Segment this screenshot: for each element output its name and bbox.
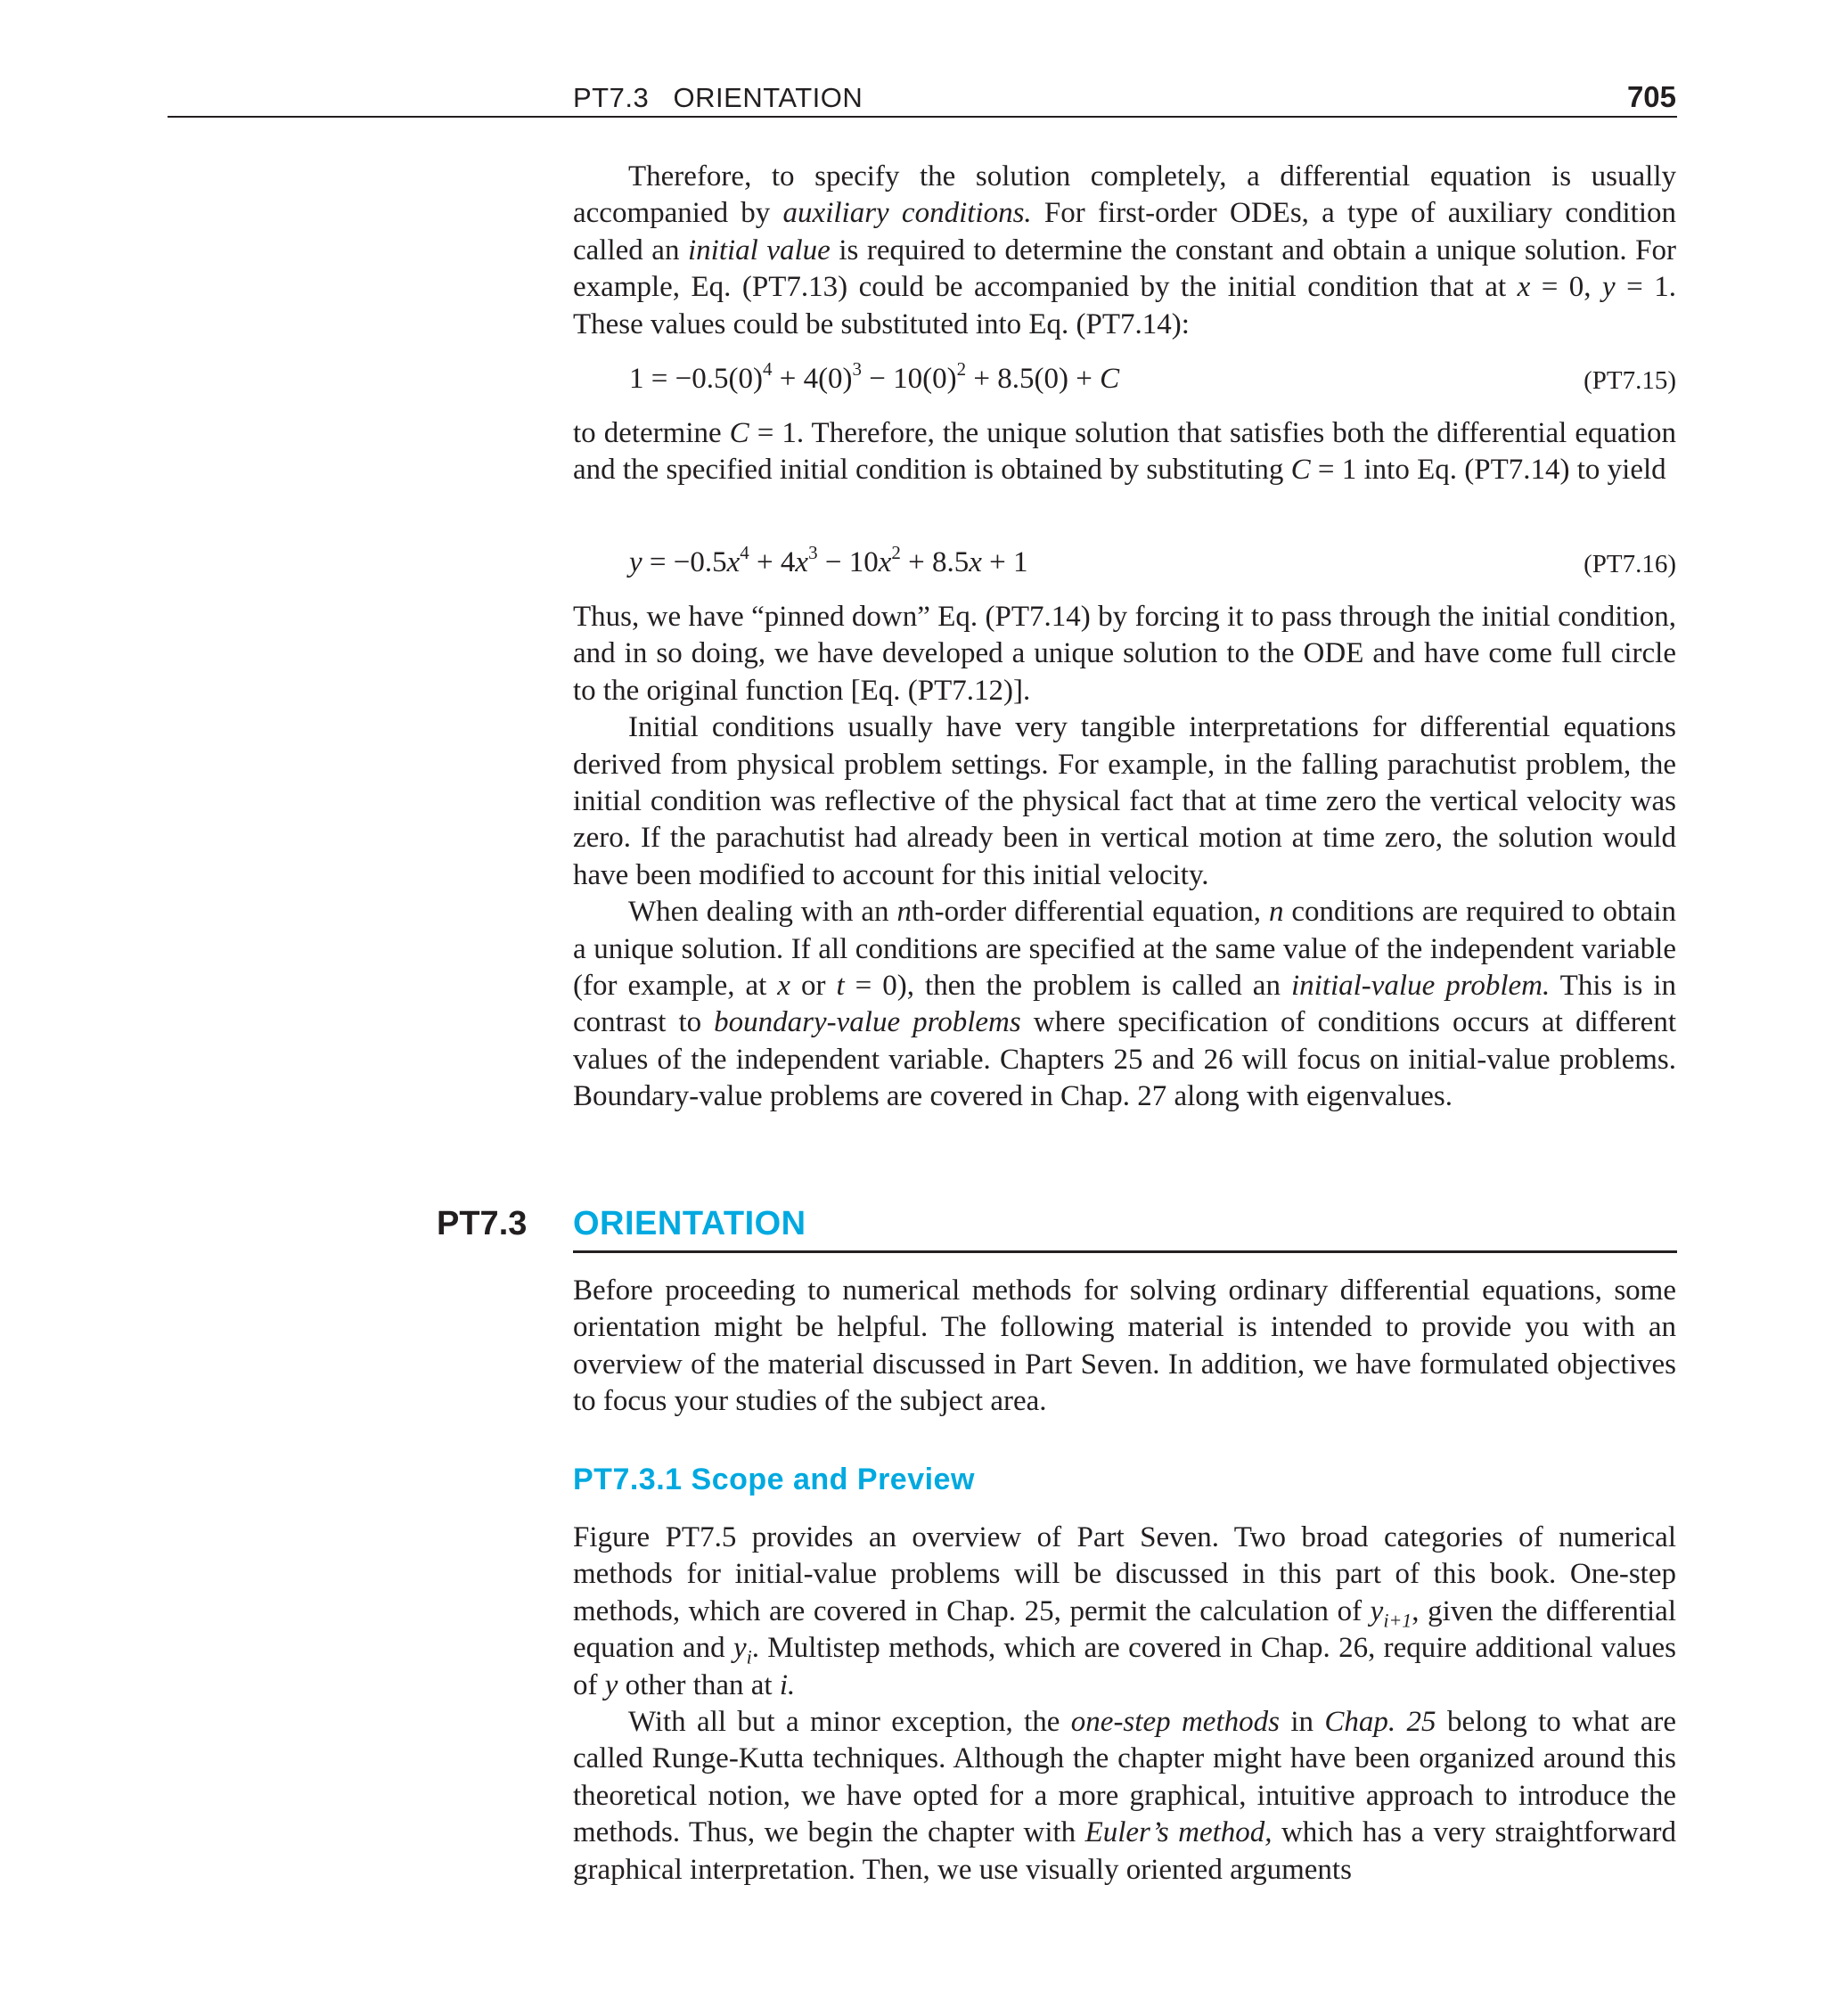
paragraph-auxiliary-conditions (573, 159, 1676, 343)
paragraph-group-scope (573, 1520, 1676, 1889)
var-c: C (729, 417, 749, 449)
page-number: 705 (1626, 80, 1676, 113)
var-x: x (1517, 271, 1531, 304)
equation-body: $y = -0.5x^4 + 4x^3 - 10x^2 + 8.5x + 1$ (629, 542, 1028, 578)
text-run: Therefore, to specify the solution completely, a differential equation is usually accompanied by (573, 160, 1676, 230)
equation-number: (PT7.16) (1584, 550, 1676, 578)
term-chapter-ref: Chap. 25 (1324, 1706, 1436, 1739)
paragraph-determine-c (573, 415, 1676, 489)
equation-pt7-16 (629, 542, 1676, 586)
var-y: y (1602, 271, 1616, 304)
paragraph-group-initial-conditions (573, 599, 1676, 1116)
header-rule (168, 116, 1677, 118)
term-one-step-methods: one-step methods (1070, 1706, 1280, 1739)
paragraph-orientation-intro (573, 1273, 1676, 1421)
text-run: For first-order ODEs, a type of auxiliary condition called an (573, 197, 1676, 266)
term-boundary-value-problems: boundary-value problems (714, 1006, 1021, 1039)
paragraph-nth-order: When dealing with an nth-order differential equation, n conditions are required to obtain a unique solution. If all conditions are specified at the same value of the independent variable (for example, at x or t = 0), then the problem is called an initial-value problem. This is in contrast to boundary-value problems where specification of conditions occurs at different values of the independent variable. Chapters 25 and 26 will focus on initial-value problems. Boundary-value problems are covered in Chap. 27 along with eigenvalues. (573, 896, 1676, 1113)
section-title: ORIENTATION (573, 1205, 806, 1242)
equation-pt7-15 (629, 358, 1676, 402)
text-run: to determine (573, 417, 730, 449)
paragraph-overview-part-seven: Figure PT7.5 provides an overview of Part Seven. Two broad categories of numerical methods for initial-value problems will be discussed in this part of this book. One-step methods, which are covered in Chap. 25, permit the calculation of $y_{i+1}$, given the differential equation and $y_i$. Multistep methods, which are covered in Chap. 26, require additional values of y other than at i. (573, 1521, 1677, 1701)
term-initial-value-problem: initial-value problem. (1290, 970, 1551, 1003)
paragraph-runge-kutta: With all but a minor exception, the one-step methods in Chap. 25 belong to what are called Runge-Kutta techniques. Although the chapter might have been organized around this theoretical notion, we have opted for a more graphical, intuitive approach to introduce the methods. Thus, we begin the chapter with Euler’s method, which has a very straightforward graphical interpretation. Then, we use visually oriented arguments (573, 1706, 1677, 1886)
text-run: is required to determine the constant and obtain a unique solution. For example, Eq. (PT7.13) could be accompanied by the initial condition that at (573, 234, 1676, 304)
paragraph-tangible-interpretations: Initial conditions usually have very tangible interpretations for differential equations derived from physical problem settings. For example, in the falling parachutist problem, the initial condition was reflective of the physical fact that at time zero the vertical velocity was zero. If the parachutist had already been in vertical motion at time zero, the solution would have been modified to account for this initial velocity. (573, 711, 1676, 891)
paragraph-pinned-down: Thus, we have “pinned down” Eq. (PT7.14) by forcing it to pass through the initial condition, and in so doing, we have developed a unique solution to the ODE and have come full circle to the original function [Eq. (PT7.12)]. (573, 601, 1676, 707)
text-run: = 0, (1530, 271, 1603, 304)
equation-number: (PT7.15) (1584, 366, 1676, 395)
equation-body: $1 = -0.5(0)^4 + 4(0)^3 - 10(0)^2 + 8.5(0) + C$ (629, 358, 1120, 395)
running-head-section: PT7.3 ORIENTATION (573, 82, 863, 113)
term-auxiliary-conditions: auxiliary conditions. (782, 197, 1032, 230)
text-run: = 1 into Eq. (PT7.14) to yield (1310, 454, 1666, 487)
text-run: = 1. These values could be substituted into Eq. (PT7.14): (573, 271, 1676, 340)
var-c: C (1290, 454, 1311, 487)
term-eulers-method: Euler’s method, (1084, 1816, 1273, 1849)
running-head (573, 82, 1676, 118)
paragraph-text: Before proceeding to numerical methods for solving ordinary differential equations, some orientation might be helpful. The following material is intended to provide you with an overview of the material discussed in Part Seven. In addition, we have formulated objectives to focus your studies of the subject area. (573, 1274, 1676, 1418)
section-rule (573, 1250, 1677, 1253)
section-number: PT7.3 (437, 1205, 528, 1242)
term-initial-value: initial value (687, 234, 831, 266)
text-run: = 1. Therefore, the unique solution that satisfies both the differential equation and the specified initial condition is obtained by substituting (573, 417, 1676, 487)
subsection-title: PT7.3.1 Scope and Preview (573, 1463, 975, 1496)
